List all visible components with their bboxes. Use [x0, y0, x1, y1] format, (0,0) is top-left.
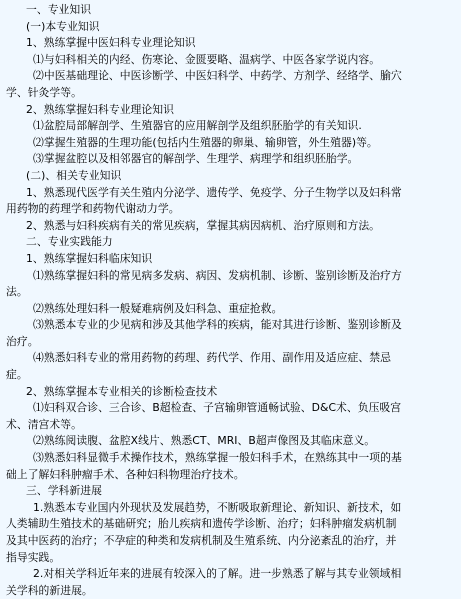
- text-line: ⑷熟悉妇科专业的常用药物的药理、药代学、作用、副作用及适应症、禁忌: [33, 351, 391, 365]
- text-line: 症。: [6, 368, 28, 382]
- text-line: 关学科的新进展。: [6, 583, 93, 597]
- text-line: 1、熟悉现代医学有关生殖内分泌学、遗传学、免疫学、分子生物学以及妇科常: [26, 185, 402, 199]
- text-line: ⑵熟练处理妇科一般疑难病例及妇科急、重症抢救。: [33, 301, 283, 315]
- text-line: 2、熟练掌握本专业相关的诊断检查技术: [26, 384, 218, 398]
- text-line: ⑴与妇科相关的内经、伤寒论、金匮要略、温病学、中医各家学说内容。: [33, 52, 381, 66]
- text-line: 础上了解妇科肿瘤手术、各种妇科物理治疗技术。: [6, 467, 245, 481]
- text-line: 2.对相关学科近年来的进展有较深入的了解。进一步熟悉了解与其专业领域相: [33, 567, 402, 581]
- text-line: ⑴熟练掌握妇科的常见病多发病、病因、发病机制、诊断、鉴别诊断及治疗方: [33, 268, 402, 282]
- text-line: ⑴妇科双合诊、三合诊、B超检查、子宫输卵管通畅试验、D&C术、负压吸宫: [33, 401, 402, 415]
- text-line: ⑴盆腔局部解剖学、生殖器官的应用解剖学及组织胚胎学的有关知识.: [33, 119, 362, 133]
- text-line: ⑶掌握盆腔以及相邻器官的解剖学、生理学、病理学和组织胚胎学。: [33, 152, 359, 166]
- text-line: 人类辅助生殖技术的基础研究；胎儿疾病和遗传学诊断、治疗；妇科肿瘤发病机制: [6, 517, 397, 531]
- text-line: 二、专业实践能力: [26, 235, 113, 249]
- text-line: 2、熟悉与妇科疾病有关的常见疾病，掌握其病因病机、治疗原则和方法。: [26, 218, 381, 232]
- text-line: 指导实践。: [6, 550, 61, 564]
- text-line: ⑶熟悉本专业的少见病和涉及其他学科的疾病，能对其进行诊断、鉴别诊断及: [33, 318, 402, 332]
- text-line: 三、学科新进展: [26, 484, 102, 498]
- text-line: 1.熟悉本专业国内外现状及发展趋势，不断吸取新理论、新知识、新技术，如: [33, 500, 402, 514]
- text-line: 2、熟练掌握妇科专业理论知识: [26, 102, 174, 116]
- text-line: 1、熟练掌握中医妇科专业理论知识: [26, 36, 196, 50]
- text-line: (一)本专业知识: [26, 19, 100, 33]
- text-line: 用药物的药理学和药物代谢动力学。: [6, 202, 180, 216]
- text-line: (二)、相关专业知识: [26, 168, 122, 182]
- text-line: ⑵中医基础理论、中医诊断学、中医妇科学、中药学、方剂学、经络学、腧穴: [33, 69, 402, 83]
- text-line: ⑵熟练阅读腹、盆腔X线片、熟悉CT、MRI、B超声像图及其临床意义。: [33, 434, 376, 448]
- text-line: 学、针灸学等。: [6, 85, 82, 99]
- text-line: 及其中医药的治疗；不孕症的种类和发病机制及生殖系统、内分泌紊乱的治疗，并: [6, 534, 397, 547]
- text-line: 治疗。: [6, 334, 39, 348]
- text-line: 1、熟练掌握妇科临床知识: [26, 251, 153, 265]
- text-line: 一、专业知识: [26, 3, 92, 16]
- text-line: ⑵掌握生殖器的生理功能(包括内生殖器的卵巢、输卵管，外生殖器)等。: [33, 135, 378, 149]
- text-line: ⑶熟悉妇科显微手术操作技术，熟练掌握一般妇科手术，在熟练其中一项的基: [33, 451, 402, 465]
- text-line: 术、清宫术等。: [6, 417, 82, 431]
- text-line: 法。: [6, 285, 28, 299]
